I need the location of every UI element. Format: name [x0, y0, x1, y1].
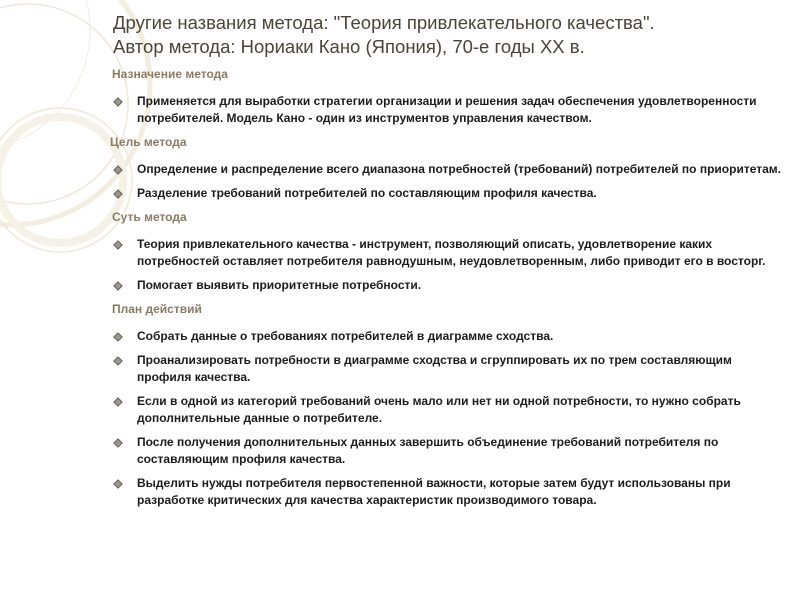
list-item: [110, 236, 782, 270]
section-heading: План действий: [112, 302, 202, 316]
section-heading: Назначение метода: [112, 67, 228, 81]
list-item: [110, 161, 782, 178]
diamond-bullet-icon: [113, 397, 123, 407]
list-item-text: Выделить нужды потребителя первостепенной важности, которые затем будут использованы при разработке критических для качества характеристик производимого товара.: [137, 476, 731, 507]
slide-title: [113, 11, 793, 59]
list-item: [110, 393, 782, 427]
content-area: [110, 66, 782, 509]
diamond-bullet-icon: [113, 479, 123, 489]
diamond-bullet-icon: [113, 281, 123, 291]
list-item: [110, 475, 782, 509]
list-item: [110, 352, 782, 386]
list-item-text: Проанализировать потребности в диаграмме сходства и сгруппировать их по трем составляющим профиля качества.: [137, 353, 732, 384]
list-item: [110, 185, 782, 202]
diamond-bullet-icon: [113, 438, 123, 448]
diamond-bullet-icon: [113, 332, 123, 342]
list-item-text: Собрать данные о требованиях потребителей в диаграмме сходства.: [137, 329, 554, 343]
list-item-text: Помогает выявить приоритетные потребности.: [137, 278, 422, 292]
list-item: [110, 93, 782, 127]
diamond-bullet-icon: [113, 356, 123, 366]
title-line-1: Другие названия метода: "Теория привлекательного качества".: [113, 12, 655, 33]
diamond-bullet-icon: [113, 97, 123, 107]
list-item-text: Применяется для выработки стратегии организации и решения задач обеспечения удовлетворенности потребителей. Модель Кано - один из инструментов управления качеством.: [137, 94, 757, 125]
list-item: [110, 328, 782, 345]
diamond-bullet-icon: [113, 189, 123, 199]
section-heading: Суть метода: [112, 210, 187, 224]
list-item-text: Определение и распределение всего диапазона потребностей (требований) потребителей по приоритетам.: [137, 162, 781, 176]
diamond-bullet-icon: [113, 165, 123, 175]
diamond-bullet-icon: [113, 240, 123, 250]
list-item: [110, 434, 782, 468]
list-item-text: Если в одной из категорий требований очень мало или нет ни одной потребности, то нужно собрать дополнительные данные о потребителе.: [137, 394, 741, 425]
list-item-text: После получения дополнительных данных завершить объединение требований потребителя по составляющим профиля качества.: [137, 435, 719, 466]
list-item: [110, 277, 782, 294]
list-item-text: Разделение требований потребителей по составляющим профиля качества.: [137, 186, 597, 200]
section-heading: Цель метода: [110, 135, 187, 149]
list-item-text: Теория привлекательного качества - инструмент, позволяющий описать, удовлетворение каких потребностей оставляет потребителя равнодушным, неудовлетворенным, либо приводит его в восторг.: [137, 237, 766, 268]
title-line-2: Автор метода: Нориаки Кано (Япония), 70-е годы XX в.: [113, 36, 585, 57]
